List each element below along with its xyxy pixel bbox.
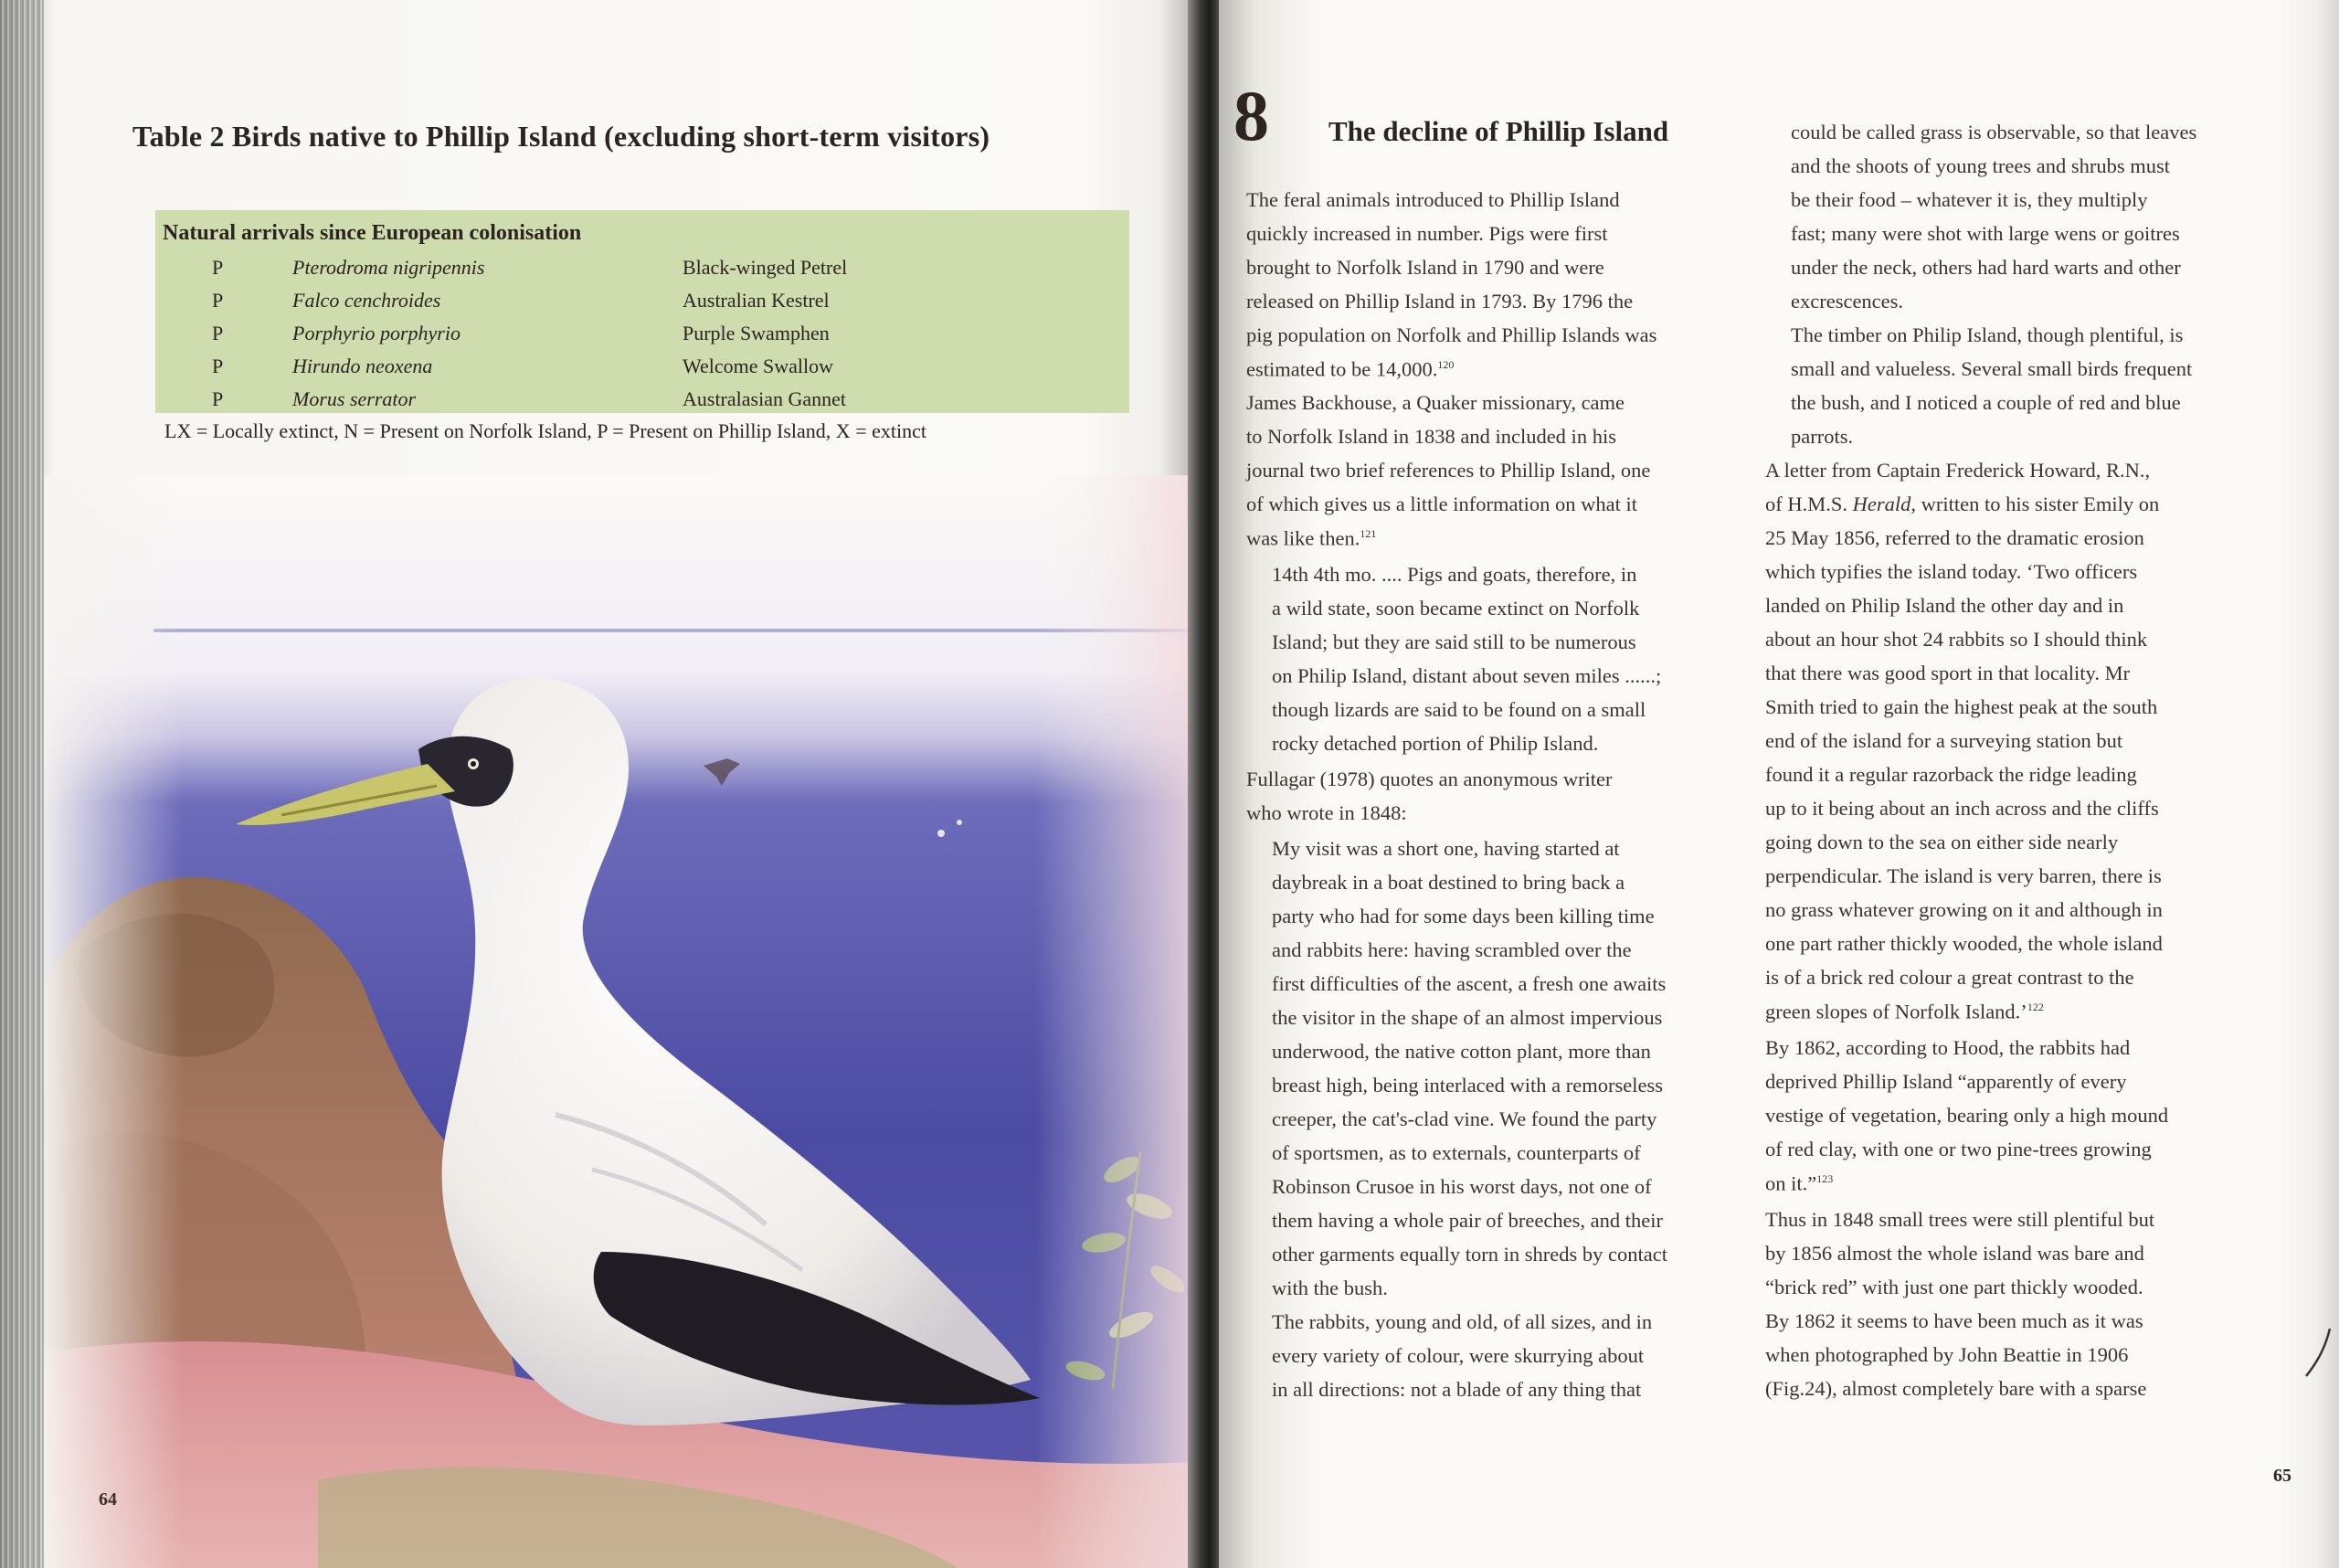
text-line: [1246, 359, 1454, 380]
text-line: “brick red” with just one part thickly wooded.: [1765, 1276, 2143, 1298]
quote-line: 14th 4th mo. .... Pigs and goats, therefore, in: [1272, 563, 1637, 586]
quote-line: fast; many were shot with large wens or goitres: [1791, 222, 2180, 245]
common-name: Australian Kestrel: [683, 289, 830, 312]
text-line: no grass whatever growing on it and although in: [1765, 898, 2163, 921]
text-line: when photographed by John Beattie in 1906: [1765, 1343, 2129, 1366]
text-line: A letter from Captain Frederick Howard, R.N.,: [1765, 459, 2151, 482]
quote-line: and rabbits here: having scrambled over the: [1272, 938, 1632, 961]
quote-line: them having a whole pair of breeches, and their: [1272, 1209, 1663, 1232]
quote-line: parrots.: [1791, 425, 1854, 448]
quote-line: under the neck, others had hard warts and other: [1791, 256, 2181, 279]
text-line: perpendicular. The island is very barren, there is: [1765, 864, 2162, 887]
text-span: , written to his sister Emily on: [1910, 493, 2160, 515]
footnote-ref: 121: [1360, 527, 1377, 540]
footnote-ref: 123: [1816, 1172, 1834, 1185]
quote-line: My visit was a short one, having started at: [1272, 837, 1620, 860]
text-line: that there was good sport in that locality. Mr: [1765, 662, 2131, 684]
text-line: is of a brick red colour a great contrast to the: [1765, 966, 2134, 989]
text-line: (Fig.24), almost completely bare with a sparse: [1765, 1377, 2147, 1400]
quote-line: breast high, being interlaced with a remorseless: [1272, 1074, 1663, 1097]
text-span: estimated to be 14,000.: [1246, 357, 1438, 381]
quote-line: The rabbits, young and old, of all sizes, and in: [1272, 1310, 1653, 1333]
text-span: was like then.: [1246, 526, 1360, 550]
scientific-name: Hirundo neoxena: [292, 355, 433, 377]
quote-line: the visitor in the shape of an almost impervious: [1272, 1006, 1663, 1029]
quote-line: creeper, the cat's-clad vine. We found the party: [1272, 1107, 1657, 1130]
table-row: [155, 256, 1129, 289]
text-line: one part rather thickly wooded, the whole island: [1765, 932, 2163, 955]
text-line: of which gives us a little information on what it: [1246, 493, 1638, 515]
table-title: Table 2 Birds native to Phillip Island (excluding short-term visitors): [132, 120, 990, 153]
text-span: on it.”: [1765, 1171, 1817, 1195]
status-code: P: [212, 256, 224, 279]
text-line: Fullagar (1978) quotes an anonymous writer: [1246, 768, 1613, 790]
chapter-title: The decline of Phillip Island: [1328, 115, 1669, 147]
chapter-number: 8: [1233, 76, 1269, 155]
text-line: of red clay, with one or two pine-trees growing: [1765, 1138, 2152, 1160]
text-line: Smith tried to gain the highest peak at the south: [1765, 695, 2158, 718]
common-name: Black-winged Petrel: [683, 256, 848, 279]
text-line: going down to the sea on either side nearly: [1765, 831, 2119, 853]
quote-line: every variety of colour, were skurrying about: [1272, 1344, 1645, 1367]
text-line: to Norfolk Island in 1838 and included in his: [1246, 425, 1616, 448]
quote-line: in all directions: not a blade of any thing that: [1272, 1378, 1642, 1401]
gannet-photo: [44, 475, 1197, 1568]
text-line: brought to Norfolk Island in 1790 and were: [1246, 256, 1604, 279]
quote-line: the bush, and I noticed a couple of red and blue: [1791, 391, 2181, 414]
text-span: green slopes of Norfolk Island.’: [1765, 1000, 2027, 1023]
quote-line: a wild state, soon became extinct on Norfolk: [1272, 597, 1640, 620]
scientific-name: Porphyrio porphyrio: [292, 322, 460, 344]
scientific-name: Pterodroma nigripennis: [292, 256, 485, 279]
text-line: end of the island for a surveying station but: [1765, 729, 2123, 752]
text-line: found it a regular razorback the ridge leading: [1765, 763, 2137, 786]
text-line: The feral animals introduced to Phillip Island: [1246, 188, 1620, 211]
text-line: by 1856 almost the whole island was bare and: [1765, 1242, 2144, 1265]
page-number-left: 64: [99, 1489, 117, 1510]
quote-line: Island; but they are said still to be numerous: [1272, 630, 1636, 653]
quote-line: small and valueless. Several small birds frequent: [1791, 357, 2193, 380]
status-code: P: [212, 322, 224, 344]
text-line: Thus in 1848 small trees were still plentiful but: [1765, 1208, 2155, 1231]
scientific-name: Morus serrator: [292, 387, 417, 410]
status-code: P: [212, 355, 224, 377]
table-row: [155, 387, 1129, 420]
text-line: By 1862 it seems to have been much as it was: [1765, 1309, 2143, 1332]
text-line: landed on Philip Island the other day and in: [1765, 594, 2124, 617]
text-line: which typifies the island today. ‘Two officers: [1765, 560, 2138, 583]
text-span: of H.M.S.: [1765, 493, 1853, 515]
text-line: pig population on Norfolk and Phillip Islands was: [1246, 323, 1657, 346]
quote-line: The timber on Philip Island, though plentiful, is: [1791, 323, 2184, 346]
text-line: James Backhouse, a Quaker missionary, came: [1246, 391, 1625, 414]
text-line: deprived Phillip Island “apparently of every: [1765, 1070, 2127, 1093]
page-edge: [0, 0, 44, 1568]
status-code: P: [212, 289, 224, 312]
text-line: 25 May 1856, referred to the dramatic erosion: [1765, 526, 2144, 549]
text-line: released on Phillip Island in 1793. By 1796 the: [1246, 290, 1634, 313]
table-row: [155, 355, 1129, 387]
text-line: By 1862, according to Hood, the rabbits had: [1765, 1036, 2131, 1059]
quote-line: daybreak in a boat destined to bring back a: [1272, 871, 1625, 894]
footnote-ref: 120: [1437, 358, 1455, 371]
quote-line: and the shoots of young trees and shrubs must: [1791, 154, 2170, 177]
text-line: vestige of vegetation, bearing only a high mound: [1765, 1104, 2169, 1127]
quote-line: of sportsmen, as to externals, counterparts of: [1272, 1141, 1641, 1164]
quote-line: with the bush.: [1272, 1277, 1388, 1299]
text-line: up to it being about an inch across and the cliffs: [1765, 797, 2159, 820]
quote-line: party who had for some days been killing time: [1272, 905, 1655, 927]
quote-line: though lizards are said to be found on a small: [1272, 698, 1646, 721]
table-row: [155, 289, 1129, 322]
quote-line: be their food – whatever it is, they multiply: [1791, 188, 2148, 211]
status-code: P: [212, 387, 224, 410]
text-line: about an hour shot 24 rabbits so I should think: [1765, 628, 2148, 651]
text-line: who wrote in 1848:: [1246, 801, 1407, 824]
quote-line: excrescences.: [1791, 290, 1904, 313]
text-line: journal two brief references to Phillip Island, one: [1246, 459, 1651, 482]
table-group-heading: Natural arrivals since European colonisation: [163, 221, 582, 245]
quote-line: first difficulties of the ascent, a fresh one awaits: [1272, 972, 1667, 995]
text-line: [1765, 494, 2159, 515]
quote-line: on Philip Island, distant about seven miles ......;: [1272, 664, 1662, 687]
text-line: [1765, 1001, 2044, 1022]
common-name: Welcome Swallow: [683, 355, 834, 377]
text-line: quickly increased in number. Pigs were first: [1246, 222, 1608, 245]
page-number-right: 65: [2273, 1466, 2291, 1486]
footnote-ref: 122: [2027, 1001, 2044, 1013]
quote-line: rocky detached portion of Philip Island.: [1272, 732, 1599, 755]
quote-line: Robinson Crusoe in his worst days, not one of: [1272, 1175, 1652, 1198]
common-name: Purple Swamphen: [683, 322, 830, 344]
common-name: Australasian Gannet: [683, 387, 846, 410]
ship-name: Herald: [1852, 493, 1911, 515]
text-line: [1246, 528, 1376, 549]
table-legend: LX = Locally extinct, N = Present on Norfolk Island, P = Present on Phillip Island, X = extinct: [164, 419, 926, 442]
birds-table: [155, 210, 1129, 413]
table-row: [155, 322, 1129, 355]
pen-mark-icon: [2302, 1325, 2334, 1389]
scientific-name: Falco cenchroides: [292, 289, 441, 312]
quote-line: other garments equally torn in shreds by contact: [1272, 1243, 1668, 1266]
quote-line: could be called grass is observable, so that leaves: [1791, 121, 2197, 143]
quote-line: underwood, the native cotton plant, more than: [1272, 1040, 1651, 1063]
text-line: [1765, 1173, 1833, 1194]
